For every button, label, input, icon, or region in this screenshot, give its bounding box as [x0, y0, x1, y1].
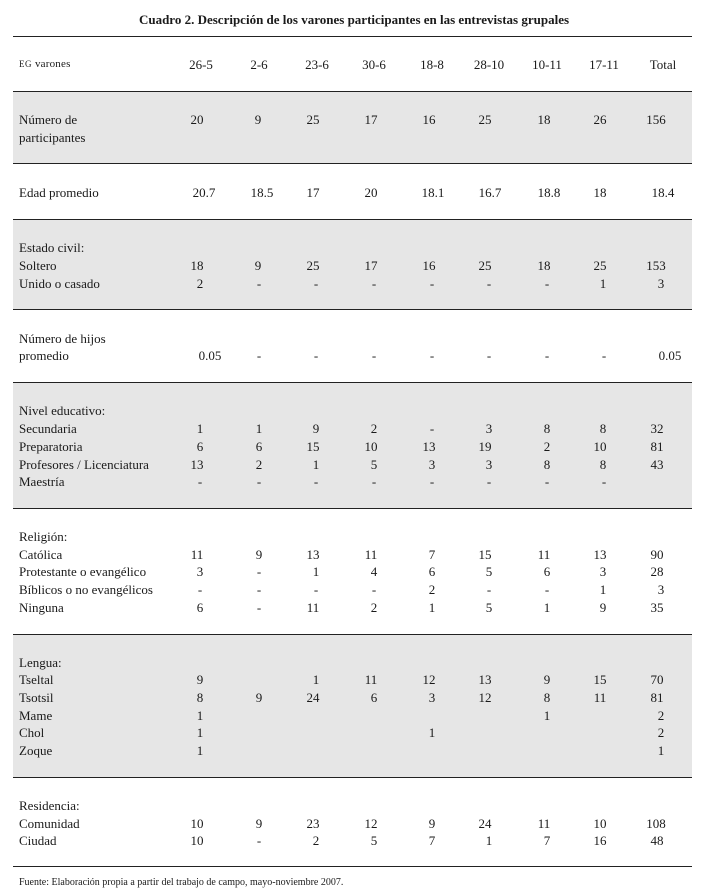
cell-total: 90: [650, 547, 664, 562]
cell: 1: [543, 600, 551, 615]
row-label: Secundaria: [19, 421, 77, 436]
rule: [13, 382, 692, 383]
cell: -: [429, 348, 435, 363]
cell: 8: [543, 690, 551, 705]
cell: 8: [599, 457, 607, 472]
table-row: [0, 473, 708, 490]
cell-total: 153: [646, 258, 666, 273]
cell: 3: [428, 457, 436, 472]
section-heading-row: [0, 239, 708, 256]
cell: 23: [306, 816, 320, 831]
cell: 1: [255, 421, 263, 436]
cell: 18: [190, 258, 204, 273]
table-row: [0, 456, 708, 473]
cell: -: [371, 474, 377, 489]
col-header: 28-10: [473, 57, 505, 72]
cell-total: 18.4: [651, 185, 675, 200]
cell-total: 48: [650, 833, 664, 848]
section-heading: Nivel educativo:: [19, 403, 106, 418]
cell: -: [544, 582, 550, 597]
cell: 9: [255, 816, 263, 831]
col-header: 30-6: [362, 57, 386, 72]
cell: -: [601, 348, 607, 363]
table-row: [0, 330, 708, 347]
cell: 2: [370, 421, 378, 436]
cell: 24: [478, 816, 492, 831]
cell: 6: [543, 564, 551, 579]
cell: 2: [196, 276, 204, 291]
rule-top: [13, 36, 692, 37]
cell: 20: [364, 185, 378, 200]
header-row: [0, 56, 708, 73]
cell: 1: [196, 708, 204, 723]
cell: 18: [593, 185, 607, 200]
cell: 9: [255, 547, 263, 562]
cell-total: 81: [650, 690, 664, 705]
table-row: [0, 581, 708, 598]
cell: 8: [543, 457, 551, 472]
header-label-prefix: EG: [19, 59, 32, 69]
cell: -: [486, 348, 492, 363]
row-label: Edad promedio: [19, 185, 99, 200]
table-row-cont: [0, 347, 708, 364]
section-heading-row: [0, 402, 708, 419]
cell: 12: [364, 816, 378, 831]
cell: 20.7: [192, 185, 216, 200]
cell: 6: [428, 564, 436, 579]
source-note: Fuente: Elaboración propia a partir del trabajo de campo, mayo-noviembre 2007.: [19, 877, 344, 888]
cell: 13: [190, 457, 204, 472]
cell: -: [371, 276, 377, 291]
cell: 20: [190, 112, 204, 127]
cell: -: [256, 833, 262, 848]
col-header: 2-6: [250, 57, 268, 72]
cell-total: 108: [646, 816, 666, 831]
cell: 0.05: [198, 348, 222, 363]
table-row: [0, 671, 708, 688]
cell: 5: [370, 457, 378, 472]
cell: 2: [428, 582, 436, 597]
cell: 1: [599, 276, 607, 291]
table-row: [0, 707, 708, 724]
col-header: 10-11: [532, 57, 562, 72]
table-row: [0, 546, 708, 563]
cell: 1: [599, 582, 607, 597]
rule: [13, 163, 692, 164]
table-row: [0, 438, 708, 455]
rule-header: [13, 91, 692, 92]
cell: 3: [485, 457, 493, 472]
cell-total: 81: [650, 439, 664, 454]
cell: 9: [254, 258, 262, 273]
cell: -: [256, 276, 262, 291]
cell: 18: [537, 258, 551, 273]
cell: 9: [312, 421, 320, 436]
cell: -: [313, 348, 319, 363]
cell: 6: [370, 690, 378, 705]
cell: 12: [478, 690, 492, 705]
table-row: [0, 815, 708, 832]
row-label: Chol: [19, 725, 45, 740]
cell: -: [256, 582, 262, 597]
cell: -: [256, 348, 262, 363]
table-row: [0, 257, 708, 274]
cell-total: 43: [650, 457, 664, 472]
cell: 15: [306, 439, 320, 454]
cell: 2: [255, 457, 263, 472]
col-header: 23-6: [305, 57, 329, 72]
cell: 13: [593, 547, 607, 562]
cell: -: [313, 276, 319, 291]
table-row: [0, 563, 708, 580]
row-label: Preparatoria: [19, 439, 83, 454]
header-label: [19, 56, 71, 73]
cell: 1: [485, 833, 493, 848]
rule: [13, 508, 692, 509]
cell: 25: [306, 112, 320, 127]
cell: -: [544, 348, 550, 363]
cell: 1: [312, 457, 320, 472]
cell: 25: [593, 258, 607, 273]
cell: 8: [196, 690, 204, 705]
row-label: Ciudad: [19, 833, 57, 848]
cell: 6: [255, 439, 263, 454]
section-heading-row: [0, 797, 708, 814]
cell: -: [486, 582, 492, 597]
cell: 4: [370, 564, 378, 579]
cell: 2: [370, 600, 378, 615]
cell: 13: [422, 439, 436, 454]
cell: 11: [364, 672, 378, 687]
table-row: [0, 275, 708, 292]
cell: -: [256, 564, 262, 579]
cell: 18.5: [250, 185, 274, 200]
cell: 13: [478, 672, 492, 687]
cell: 25: [306, 258, 320, 273]
cell: 9: [428, 816, 436, 831]
cell: 3: [428, 690, 436, 705]
cell: -: [197, 582, 203, 597]
cell-total: 156: [646, 112, 666, 127]
row-label: Ninguna: [19, 600, 64, 615]
cell: 19: [478, 439, 492, 454]
row-label: participantes: [19, 130, 86, 145]
section-heading: Lengua:: [19, 655, 62, 670]
cell: 9: [543, 672, 551, 687]
section-heading: Religión:: [19, 529, 68, 544]
cell: 1: [196, 421, 204, 436]
cell: 12: [422, 672, 436, 687]
row-label: Unido o casado: [19, 276, 100, 291]
cell: 10: [190, 816, 204, 831]
row-label: Protestante o evangélico: [19, 564, 147, 579]
cell-total: 3: [657, 276, 665, 291]
row-label: promedio: [19, 348, 69, 363]
col-header: 17-11: [589, 57, 619, 72]
table-row: [0, 724, 708, 741]
section-heading: Estado civil:: [19, 240, 85, 255]
cell: 10: [593, 816, 607, 831]
row-label: Mame: [19, 708, 53, 723]
cell: -: [486, 474, 492, 489]
rule: [13, 634, 692, 635]
cell: 1: [428, 725, 436, 740]
cell: 1: [312, 672, 320, 687]
rule-bottom: [13, 866, 692, 867]
cell: -: [256, 600, 262, 615]
cell: 15: [478, 547, 492, 562]
row-label: Número de: [19, 112, 78, 127]
row-label: Maestría: [19, 474, 65, 489]
cell: 25: [478, 258, 492, 273]
cell: 1: [543, 708, 551, 723]
cell: 3: [485, 421, 493, 436]
cell: 18.8: [537, 185, 561, 200]
cell-total: 2: [657, 725, 665, 740]
cell: 9: [255, 690, 263, 705]
row-label: Católica: [19, 547, 63, 562]
cell: 1: [428, 600, 436, 615]
cell-total: 0.05: [658, 348, 682, 363]
row-label: Número de hijos: [19, 331, 106, 346]
cell: 25: [478, 112, 492, 127]
row-label: Bíblicos o no evangélicos: [19, 582, 153, 597]
cell: 16: [422, 112, 436, 127]
cell: 18: [537, 112, 551, 127]
cell: 7: [428, 833, 436, 848]
cell: 7: [428, 547, 436, 562]
row-label: Zoque: [19, 743, 53, 758]
cell: 15: [593, 672, 607, 687]
cell: 1: [312, 564, 320, 579]
cell: -: [313, 474, 319, 489]
table-row-cont: [0, 129, 708, 146]
cell: 11: [593, 690, 607, 705]
table-title: Cuadro 2. Descripción de los varones participantes en las entrevistas grupales: [138, 12, 570, 27]
cell: -: [197, 474, 203, 489]
cell: -: [429, 421, 435, 436]
cell: 10: [190, 833, 204, 848]
cell: 9: [196, 672, 204, 687]
cell: 5: [485, 564, 493, 579]
cell: 2: [543, 439, 551, 454]
cell: 11: [364, 547, 378, 562]
rule: [13, 309, 692, 310]
table-row: [0, 832, 708, 849]
row-label: Comunidad: [19, 816, 80, 831]
cell: 5: [485, 600, 493, 615]
cell: 16: [422, 258, 436, 273]
cell: 3: [196, 564, 204, 579]
cell: -: [544, 474, 550, 489]
section-heading-row: [0, 528, 708, 545]
cell-total: 1: [657, 743, 665, 758]
cell: 6: [196, 600, 204, 615]
cell: 6: [196, 439, 204, 454]
table-row: [0, 599, 708, 616]
cell-total: 32: [650, 421, 664, 436]
cell: 17: [364, 258, 378, 273]
cell: 2: [312, 833, 320, 848]
cell: 7: [543, 833, 551, 848]
cell: 11: [537, 547, 551, 562]
cell: -: [256, 474, 262, 489]
cell-total: 35: [650, 600, 664, 615]
cell: -: [371, 582, 377, 597]
cell: 26: [593, 112, 607, 127]
row-label: Tsotsil: [19, 690, 54, 705]
cell: 11: [537, 816, 551, 831]
header-label-rest: varones: [32, 58, 71, 70]
row-label: Profesores / Licenciatura: [19, 457, 149, 472]
cell: 10: [593, 439, 607, 454]
section-heading: Residencia:: [19, 798, 80, 813]
cell-total: 2: [657, 708, 665, 723]
cell: -: [313, 582, 319, 597]
cell: -: [429, 276, 435, 291]
table-row: [0, 420, 708, 437]
cell: 24: [306, 690, 320, 705]
table-row: [0, 742, 708, 759]
col-header-total: Total: [649, 57, 677, 72]
cell: -: [371, 348, 377, 363]
section-heading-row: [0, 654, 708, 671]
col-header: 18-8: [420, 57, 444, 72]
cell: 9: [254, 112, 262, 127]
cell: 11: [306, 600, 320, 615]
cell: 9: [599, 600, 607, 615]
cell: 8: [599, 421, 607, 436]
cell: 5: [370, 833, 378, 848]
cell: 17: [306, 185, 320, 200]
cell: 16.7: [478, 185, 502, 200]
rule: [13, 777, 692, 778]
col-header: 26-5: [189, 57, 213, 72]
cell: 18.1: [421, 185, 445, 200]
table-row: [0, 689, 708, 706]
rule: [13, 219, 692, 220]
table-row: [0, 184, 708, 201]
table-row: [0, 111, 708, 128]
cell: 1: [196, 743, 204, 758]
cell-total: 70: [650, 672, 664, 687]
cell: 8: [543, 421, 551, 436]
cell: 1: [196, 725, 204, 740]
row-label: Tseltal: [19, 672, 54, 687]
cell: 11: [190, 547, 204, 562]
cell-total: 28: [650, 564, 664, 579]
cell-total: 3: [657, 582, 665, 597]
cell: 3: [599, 564, 607, 579]
cell: 17: [364, 112, 378, 127]
cell: 10: [364, 439, 378, 454]
cell: -: [486, 276, 492, 291]
cell: 16: [593, 833, 607, 848]
cell: -: [601, 474, 607, 489]
row-label: Soltero: [19, 258, 57, 273]
cell: 13: [306, 547, 320, 562]
cell: -: [429, 474, 435, 489]
cell: -: [544, 276, 550, 291]
